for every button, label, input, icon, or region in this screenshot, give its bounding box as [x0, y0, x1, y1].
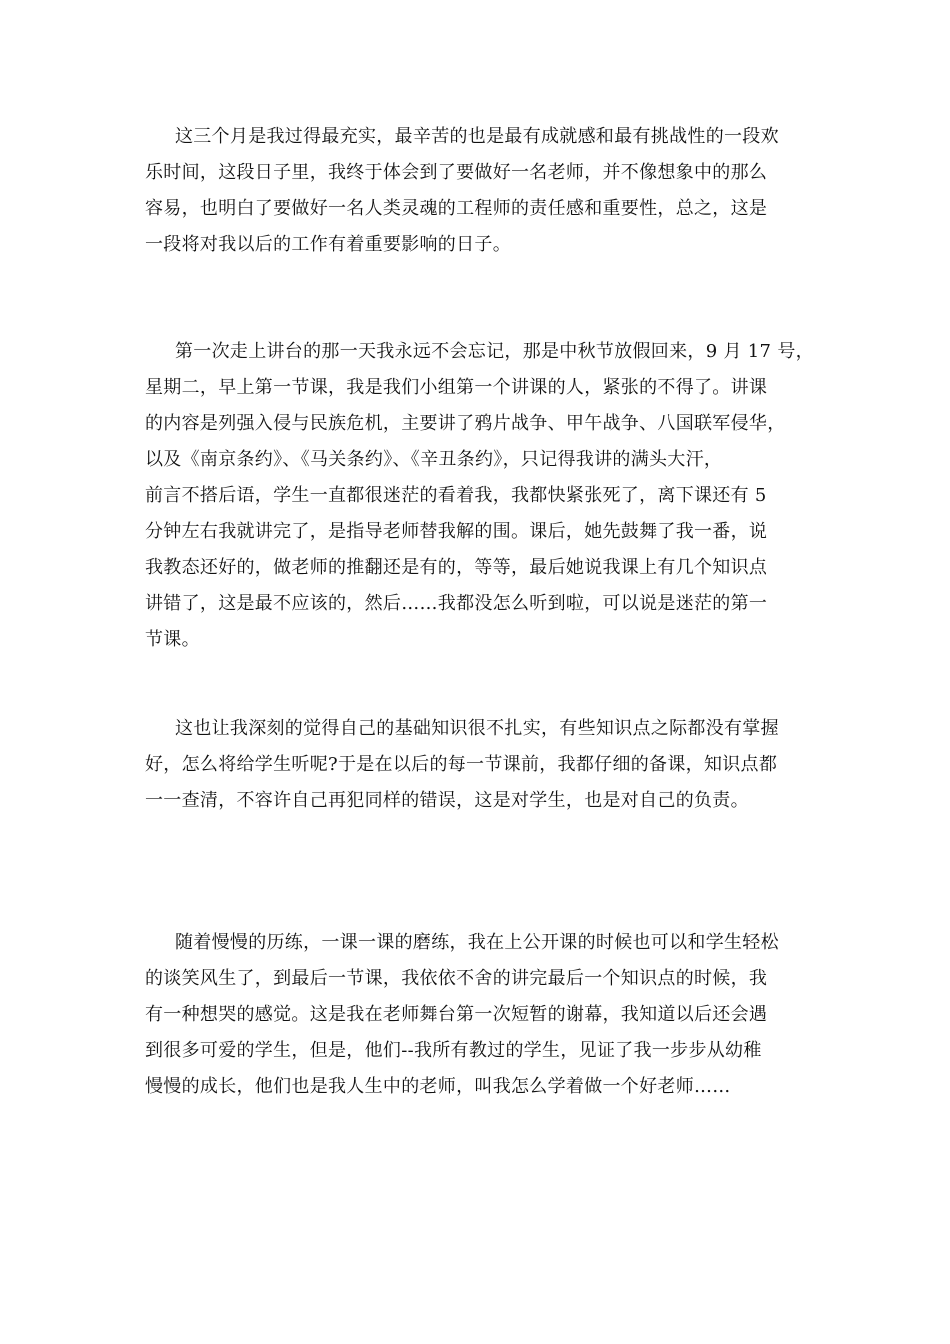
paragraph-line: 到很多可爱的学生，但是，他们--我所有教过的学生，见证了我一步步从幼稚 [145, 1040, 762, 1061]
paragraph-line: 有一种想哭的感觉。这是我在老师舞台第一次短暂的谢幕，我知道以后还会遇 [145, 1004, 768, 1025]
paragraph-1 [145, 119, 810, 263]
paragraph-line: 第一次走上讲台的那一天我永远不会忘记，那是中秋节放假回来，9 月 17 号， [175, 341, 814, 362]
paragraph-4 [145, 925, 810, 1105]
paragraph-line: 我教态还好的，做老师的推翻还是有的，等等，最后她说我课上有几个知识点 [145, 557, 768, 578]
paragraph-line: 好，怎么将给学生听呢?于是在以后的每一节课前，我都仔细的备课，知识点都 [145, 754, 778, 775]
paragraph-line: 以及《南京条约》、《马关条约》、《辛丑条约》，只记得我讲的满头大汗， [145, 449, 723, 470]
paragraph-line: 这三个月是我过得最充实，最辛苦的也是最有成就感和最有挑战性的一段欢 [175, 126, 779, 147]
paragraph-line: 一段将对我以后的工作有着重要影响的日子。 [145, 234, 511, 255]
paragraph-line: 慢慢的成长，他们也是我人生中的老师，叫我怎么学着做一个好老师…… [145, 1076, 731, 1097]
paragraph-line: 容易，也明白了要做好一名人类灵魂的工程师的责任感和重要性，总之，这是 [145, 198, 768, 219]
paragraph-line: 一一查清，不容许自己再犯同样的错误，这是对学生，也是对自己的负责。 [145, 790, 749, 811]
paragraph-line: 乐时间，这段日子里，我终于体会到了要做好一名老师，并不像想象中的那么 [145, 162, 768, 183]
paragraph-3 [145, 711, 810, 819]
paragraph-line: 星期二，早上第一节课，我是我们小组第一个讲课的人，紧张的不得了。讲课 [145, 377, 768, 398]
paragraph-line: 的内容是列强入侵与民族危机，主要讲了鸦片战争、甲午战争、八国联军侵华， [145, 413, 786, 434]
paragraph-line: 前言不搭后语，学生一直都很迷茫的看着我，我都快紧张死了，离下课还有 5 [145, 485, 767, 506]
paragraph-line: 分钟左右我就讲完了，是指导老师替我解的围。课后，她先鼓舞了我一番，说 [145, 521, 768, 542]
paragraph-line: 讲错了，这是最不应该的，然后……我都没怎么听到啦，可以说是迷茫的第一 [145, 593, 768, 614]
paragraph-line: 节课。 [145, 629, 200, 650]
paragraph-line: 这也让我深刻的觉得自己的基础知识很不扎实，有些知识点之际都没有掌握 [175, 718, 779, 739]
paragraph-line: 随着慢慢的历练，一课一课的磨练，我在上公开课的时候也可以和学生轻松 [175, 932, 779, 953]
paragraph-2 [145, 334, 814, 658]
paragraph-line: 的谈笑风生了，到最后一节课，我依依不舍的讲完最后一个知识点的时候，我 [145, 968, 768, 989]
